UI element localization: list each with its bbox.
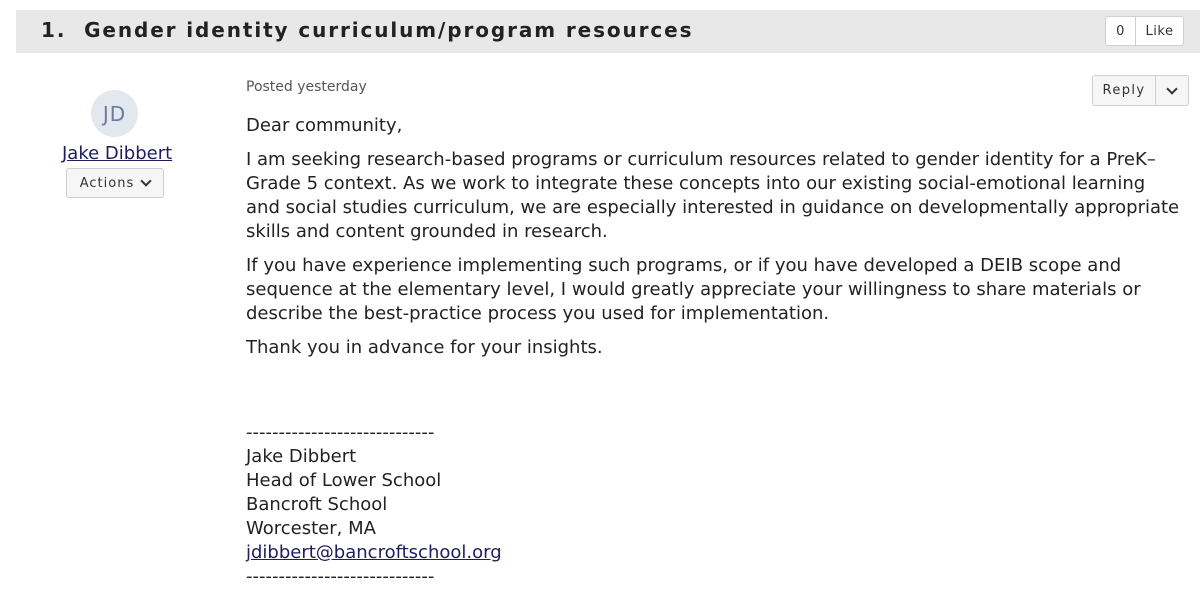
posted-timestamp: Posted yesterday	[246, 79, 367, 95]
like-button[interactable]: Like	[1136, 16, 1184, 46]
avatar-initials: JD	[102, 101, 127, 126]
post-paragraph: If you have experience implementing such programs, or if you have developed a DEIB scope and sequence at the elementary level, I would greatly appreciate your willingness to share materials or describe the best-practice process you used for implementation.	[246, 255, 1141, 324]
signature-divider: -----------------------------	[246, 566, 435, 587]
signature-location: Worcester, MA	[246, 518, 376, 539]
like-control	[1105, 16, 1184, 44]
actions-button[interactable]	[66, 168, 164, 198]
post-greeting: Dear community,	[246, 115, 403, 136]
reply-control	[1092, 75, 1189, 106]
reply-options-button[interactable]	[1156, 76, 1188, 105]
chevron-down-icon	[141, 175, 152, 186]
thread-title-text: Gender identity curriculum/program resources	[84, 18, 694, 42]
chevron-down-icon	[1166, 83, 1177, 94]
thread-title-bar	[16, 10, 1200, 53]
post-closing: Thank you in advance for your insights.	[246, 337, 603, 358]
post-paragraph: I am seeking research-based programs or curriculum resources related to gender identity for a PreK–Grade 5 context. As we work to integrate these concepts into our existing social-emotional learning and social studies curriculum, we are especially interested in guidance on developmentally appropriate skills and content grounded in research.	[246, 149, 1180, 242]
thread-title	[41, 18, 693, 42]
post-body	[246, 114, 1181, 370]
author-name-link[interactable]: Jake Dibbert	[62, 143, 173, 164]
avatar[interactable]	[91, 90, 138, 137]
signature-school: Bancroft School	[246, 494, 388, 515]
thread-number: 1.	[41, 18, 67, 42]
actions-label: Actions	[79, 175, 135, 191]
signature-email-link[interactable]: jdibbert@bancroftschool.org	[246, 542, 502, 563]
signature-role: Head of Lower School	[246, 470, 442, 491]
reply-button[interactable]: Reply	[1093, 76, 1156, 105]
signature-name: Jake Dibbert	[246, 446, 357, 467]
signature-divider: -----------------------------	[246, 422, 435, 443]
like-count: 0	[1105, 16, 1136, 46]
signature	[246, 421, 502, 589]
